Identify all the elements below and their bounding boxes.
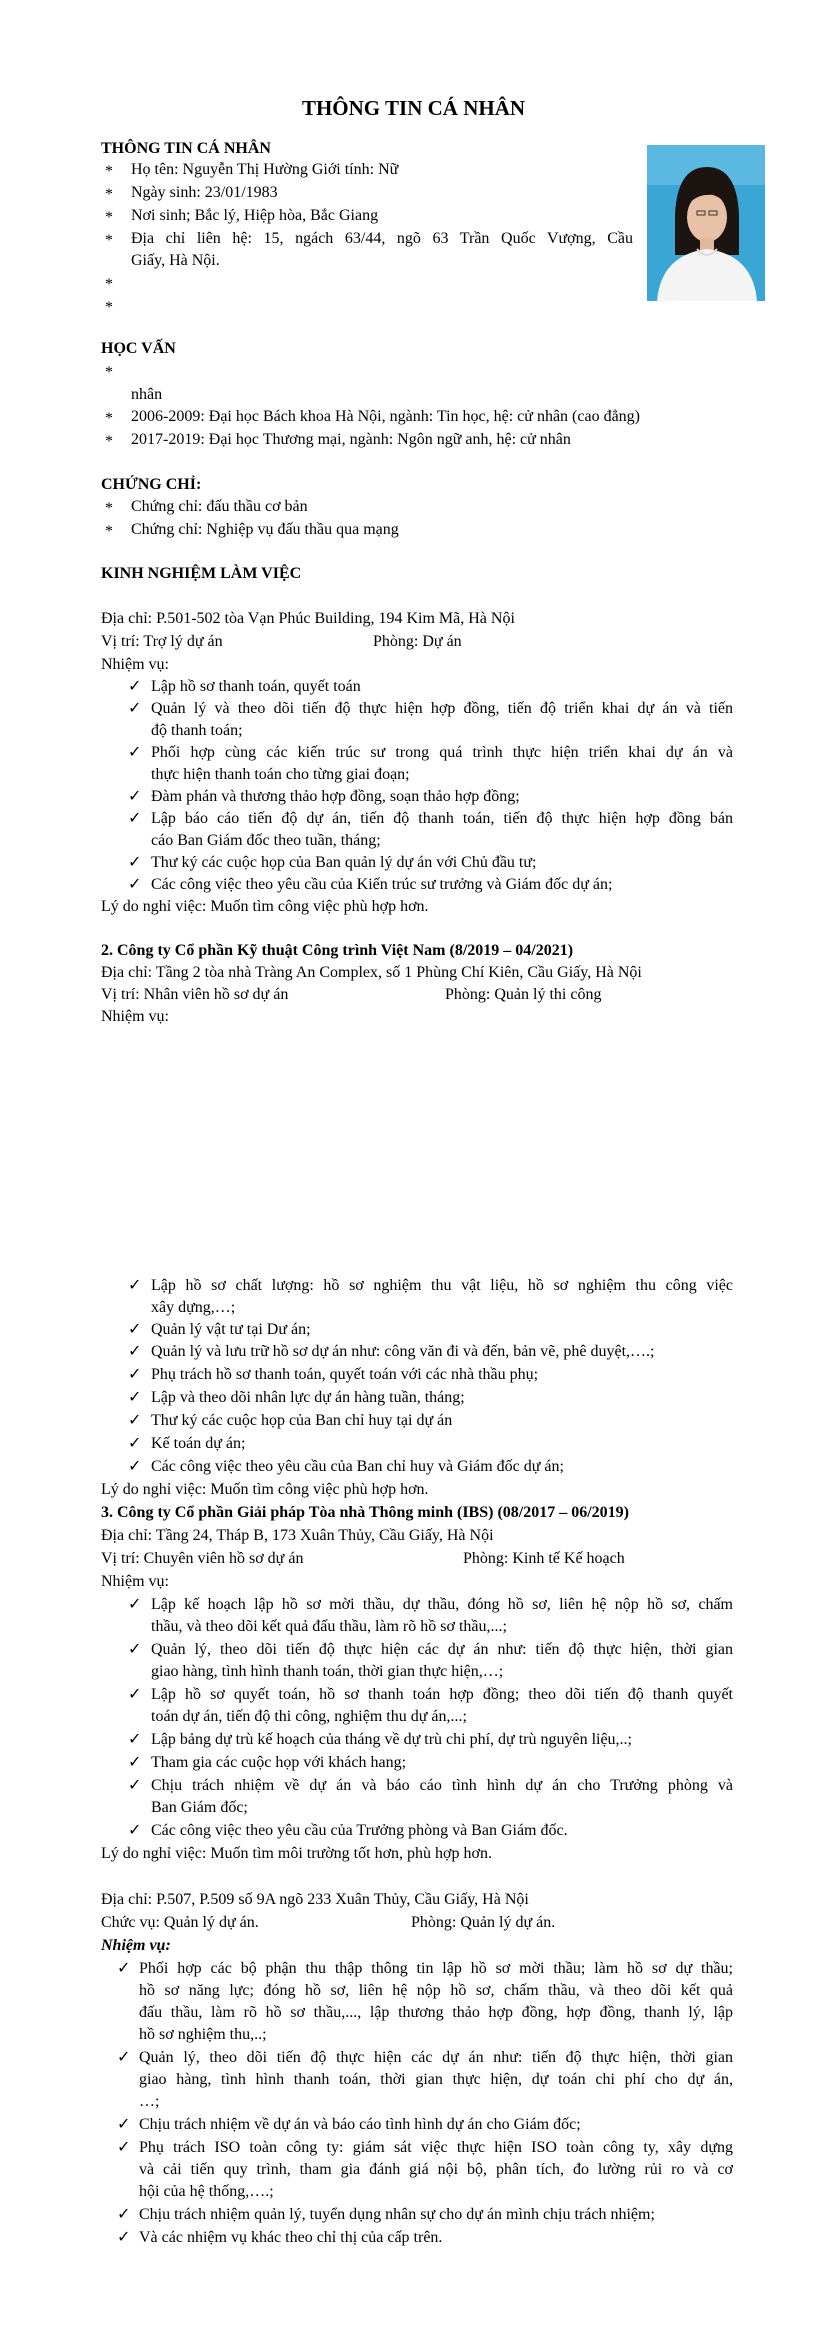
job1-duty: Quản lý và theo dõi tiến độ thực hiện hợp đồng, tiến độ triển khai dự án và tiến xyxy=(151,700,733,717)
job2-duty: Quản lý và lưu trữ hồ sơ dự án như: công văn đi và đến, bản vẽ, phê duyệt,….; xyxy=(151,1343,655,1360)
profile-photo xyxy=(647,145,765,301)
job2-title: 2. Công ty Cổ phần Kỹ thuật Công trình Việt Nam (8/2019 – 04/2021) xyxy=(101,942,574,959)
bullet: * xyxy=(105,500,113,517)
job1-duty-cont: thực hiện thanh toán cho từng giai đoạn; xyxy=(151,766,410,783)
job2-duty: Các công việc theo yêu cầu của Ban chỉ huy và Giám đốc dự án; xyxy=(151,1458,564,1475)
job1-duty: Đàm phán và thương thảo hợp đồng, soạn thảo hợp đồng; xyxy=(151,788,520,805)
job4-duty-cont: giao hàng, tình hình thanh toán, thời gian thực hiện, dự toán chi phí cho dự án, xyxy=(139,2071,733,2088)
job1-reason: Lý do nghỉ việc: Muốn tìm công việc phù hợp hơn. xyxy=(101,898,429,915)
job2-duty: Quản lý vật tư tại Dư án; xyxy=(151,1321,311,1338)
certificate-item: Chứng chỉ: Nghiệp vụ đấu thầu qua mạng xyxy=(131,521,399,538)
contact-address: Địa chỉ liên hệ: 15, ngách 63/44, ngõ 63 Trần Quốc Vượng, Cầu xyxy=(131,230,633,247)
job1-duty: Lập hồ sơ thanh toán, quyết toán xyxy=(151,678,361,695)
job2-address: Địa chỉ: Tầng 2 tòa nhà Tràng An Complex, số 1 Phùng Chí Kiên, Cầu Giấy, Hà Nội xyxy=(101,964,642,981)
bullet: * xyxy=(105,299,113,316)
check-icon: ✓ xyxy=(128,1277,142,1294)
check-icon: ✓ xyxy=(117,2139,131,2156)
check-icon: ✓ xyxy=(117,2116,131,2133)
job4-duty-cont: hồ sơ nghiệm thu,..; xyxy=(139,2026,267,2043)
job3-duties-label: Nhiệm vụ: xyxy=(101,1573,169,1590)
check-icon: ✓ xyxy=(128,1822,142,1839)
education-item: 2017-2019: Đại học Thương mại, ngành: Ngôn ngữ anh, hệ: cử nhân xyxy=(131,431,571,448)
job2-duty: Lập và theo dõi nhân lực dự án hàng tuần, tháng; xyxy=(151,1389,465,1406)
job1-position: Vị trí: Trợ lý dự án xyxy=(101,633,223,650)
job4-duty-cont: hồ sơ năng lực; đóng hồ sơ, liên hệ nộp hồ sơ, chấm thầu, và theo dõi kết quả xyxy=(139,1982,733,1999)
job1-duty: Lập báo cáo tiến độ dự án, tiến độ thanh toán, tiến độ thực hiện hợp đồng bán xyxy=(151,810,733,827)
check-icon: ✓ xyxy=(117,2049,131,2066)
check-icon: ✓ xyxy=(128,1435,142,1452)
birth-date: Ngày sinh: 23/01/1983 xyxy=(131,184,278,201)
job4-duty: Chịu trách nhiệm về dự án và báo cáo tình hình dự án cho Giám đốc; xyxy=(139,2116,581,2133)
job2-duty: Lập hồ sơ chất lượng: hồ sơ nghiệm thu vật liệu, hồ sơ nghiệm thu công việc xyxy=(151,1277,733,1294)
bullet: * xyxy=(105,410,113,427)
check-icon: ✓ xyxy=(117,2206,131,2223)
job3-duty-cont: thầu, và theo dõi kết quả đấu thầu, làm rõ hồ sơ thầu,...; xyxy=(151,1618,507,1635)
check-icon: ✓ xyxy=(128,1731,142,1748)
check-icon: ✓ xyxy=(128,876,142,893)
job3-duty: Tham gia các cuộc họp với khách hang; xyxy=(151,1754,407,1771)
job3-title: 3. Công ty Cổ phần Giải pháp Tòa nhà Thông minh (IBS) (08/2017 – 06/2019) xyxy=(101,1504,629,1521)
job2-position: Vị trí: Nhân viên hồ sơ dự án xyxy=(101,986,289,1003)
job2-duty-cont: xây dựng,…; xyxy=(151,1299,236,1316)
job4-duty: Quản lý, theo dõi tiến độ thực hiện các dự án như: tiến độ thực hiện, thời gian xyxy=(139,2049,733,2066)
education-heading: HỌC VẤN xyxy=(101,340,176,357)
check-icon: ✓ xyxy=(128,700,142,717)
check-icon: ✓ xyxy=(128,1686,142,1703)
job1-department: Phòng: Dự án xyxy=(373,633,462,650)
personal-info-heading: THÔNG TIN CÁ NHÂN xyxy=(101,140,271,157)
job4-duty: Phối hợp các bộ phận thu thập thông tin lập hồ sơ mời thầu; làm hồ sơ dự thầu; xyxy=(139,1960,733,1977)
job3-duty: Lập hồ sơ quyết toán, hồ sơ thanh toán hợp đồng; theo dõi tiến độ thanh quyết xyxy=(151,1686,733,1703)
check-icon: ✓ xyxy=(128,1754,142,1771)
bullet: * xyxy=(105,209,113,226)
portrait-image xyxy=(647,145,765,301)
job3-reason: Lý do nghỉ việc: Muốn tìm môi trường tốt hơn, phù hợp hơn. xyxy=(101,1845,492,1862)
check-icon: ✓ xyxy=(128,744,142,761)
job2-duty: Kế toán dự án; xyxy=(151,1435,246,1452)
job3-duty-cont: toán dự án, tiến độ thi công, nghiệm thu dự án,...; xyxy=(151,1708,467,1725)
check-icon: ✓ xyxy=(128,854,142,871)
job1-duty-cont: cáo Ban Giám đốc theo tuần, tháng; xyxy=(151,832,381,849)
check-icon: ✓ xyxy=(128,1321,142,1338)
job4-position: Chức vụ: Quản lý dự án. xyxy=(101,1914,259,1931)
job4-department: Phòng: Quản lý dự án. xyxy=(411,1914,556,1931)
job4-duties-label: Nhiệm vụ: xyxy=(101,1937,171,1954)
job3-duty: Lập kế hoạch lập hồ sơ mời thầu, dự thầu, đóng hồ sơ, liên hệ nộp hồ sơ, chấm xyxy=(151,1596,733,1613)
bullet: * xyxy=(105,163,113,180)
job1-duties-label: Nhiệm vụ: xyxy=(101,656,169,673)
bullet: * xyxy=(105,364,113,381)
bullet: * xyxy=(105,186,113,203)
experience-heading: KINH NGHIỆM LÀM VIỆC xyxy=(101,565,302,582)
job4-duty-cont: hội của hệ thống,….; xyxy=(139,2183,274,2200)
job3-position: Vị trí: Chuyên viên hồ sơ dự án xyxy=(101,1550,304,1567)
job4-duty: Phụ trách ISO toàn công ty: giám sát việc thực hiện ISO toàn công ty, xây dựng xyxy=(139,2139,733,2156)
job4-duty-cont: và cải tiến quy trình, tham gia đánh giá nội bộ, phân tích, đo lường rủi ro và cơ xyxy=(139,2161,733,2178)
certificates-heading: CHỨNG CHỈ: xyxy=(101,476,202,493)
job4-duty-cont: …; xyxy=(139,2093,160,2110)
job4-duty-cont: đấu thầu, làm rõ hồ sơ thầu,..., lập thương thảo hợp đồng, hợp đồng, thanh lý, lập xyxy=(139,2004,733,2021)
contact-address-cont: Giấy, Hà Nội. xyxy=(131,252,220,269)
job2-reason: Lý do nghỉ việc: Muốn tìm công việc phù hợp hơn. xyxy=(101,1481,429,1498)
job3-duty-cont: giao hàng, tình hình thanh toán, thời gian thực hiện,…; xyxy=(151,1663,504,1680)
check-icon: ✓ xyxy=(128,1596,142,1613)
check-icon: ✓ xyxy=(128,678,142,695)
job3-duty: Các công việc theo yêu cầu của Trưởng phòng và Ban Giám đốc. xyxy=(151,1822,568,1839)
job2-department: Phòng: Quản lý thi công xyxy=(445,986,602,1003)
job2-duty: Thư ký các cuộc họp của Ban chỉ huy tại dự án xyxy=(151,1412,453,1429)
bullet: * xyxy=(105,523,113,540)
job1-duty: Các công việc theo yêu cầu của Kiến trúc sư trưởng và Giám đốc dự án; xyxy=(151,876,613,893)
job3-duty: Lập bảng dự trù kế hoạch của tháng về dự trù chi phí, dự trù nguyên liệu,..; xyxy=(151,1731,632,1748)
job2-duties-label: Nhiệm vụ: xyxy=(101,1008,169,1025)
job3-department: Phòng: Kinh tế Kế hoạch xyxy=(463,1550,625,1567)
check-icon: ✓ xyxy=(128,1641,142,1658)
check-icon: ✓ xyxy=(128,1412,142,1429)
check-icon: ✓ xyxy=(117,2229,131,2246)
check-icon: ✓ xyxy=(128,1458,142,1475)
check-icon: ✓ xyxy=(128,788,142,805)
birth-place: Nơi sinh; Bắc lý, Hiệp hòa, Bắc Giang xyxy=(131,207,379,224)
check-icon: ✓ xyxy=(128,1389,142,1406)
job4-duty: Chịu trách nhiệm quản lý, tuyển dụng nhân sự cho dự án mình chịu trách nhiệm; xyxy=(139,2206,655,2223)
job1-duty: Phối hợp cùng các kiến trúc sư trong quá trình thực hiện triển khai dự án và xyxy=(151,744,733,761)
job2-duty: Phụ trách hồ sơ thanh toán, quyết toán với các nhà thầu phụ; xyxy=(151,1366,539,1383)
bullet: * xyxy=(105,232,113,249)
bullet: * xyxy=(105,276,113,293)
education-partial-text: nhân xyxy=(131,386,163,403)
check-icon: ✓ xyxy=(128,1343,142,1360)
full-name-gender: Họ tên: Nguyễn Thị Hường Giới tính: Nữ xyxy=(131,161,399,178)
check-icon: ✓ xyxy=(128,1777,142,1794)
check-icon: ✓ xyxy=(117,1960,131,1977)
job1-duty-cont: độ thanh toán; xyxy=(151,722,243,739)
job3-duty-cont: Ban Giám đốc; xyxy=(151,1799,248,1816)
certificate-item: Chứng chỉ: đấu thầu cơ bản xyxy=(131,498,308,515)
job4-address: Địa chỉ: P.507, P.509 số 9A ngõ 233 Xuân Thủy, Cầu Giấy, Hà Nội xyxy=(101,1891,529,1908)
job1-duty: Thư ký các cuộc họp của Ban quản lý dự án với Chủ đầu tư; xyxy=(151,854,537,871)
job3-duty: Quản lý, theo dõi tiến độ thực hiện các dự án như: tiến độ thực hiện, thời gian xyxy=(151,1641,733,1658)
job4-duty: Và các nhiệm vụ khác theo chỉ thị của cấp trên. xyxy=(139,2229,443,2246)
check-icon: ✓ xyxy=(128,810,142,827)
page-title: THÔNG TIN CÁ NHÂN xyxy=(301,96,526,120)
check-icon: ✓ xyxy=(128,1366,142,1383)
job3-address: Địa chỉ: Tầng 24, Tháp B, 173 Xuân Thủy, Cầu Giấy, Hà Nội xyxy=(101,1527,494,1544)
bullet: * xyxy=(105,433,113,450)
job3-duty: Chịu trách nhiệm về dự án và báo cáo tình hình dự án cho Trưởng phòng và xyxy=(151,1777,733,1794)
job1-address: Địa chỉ: P.501-502 tòa Vạn Phúc Building, 194 Kim Mã, Hà Nội xyxy=(101,610,515,627)
education-item: 2006-2009: Đại học Bách khoa Hà Nội, ngành: Tin học, hệ: cử nhân (cao đẳng) xyxy=(131,408,641,425)
